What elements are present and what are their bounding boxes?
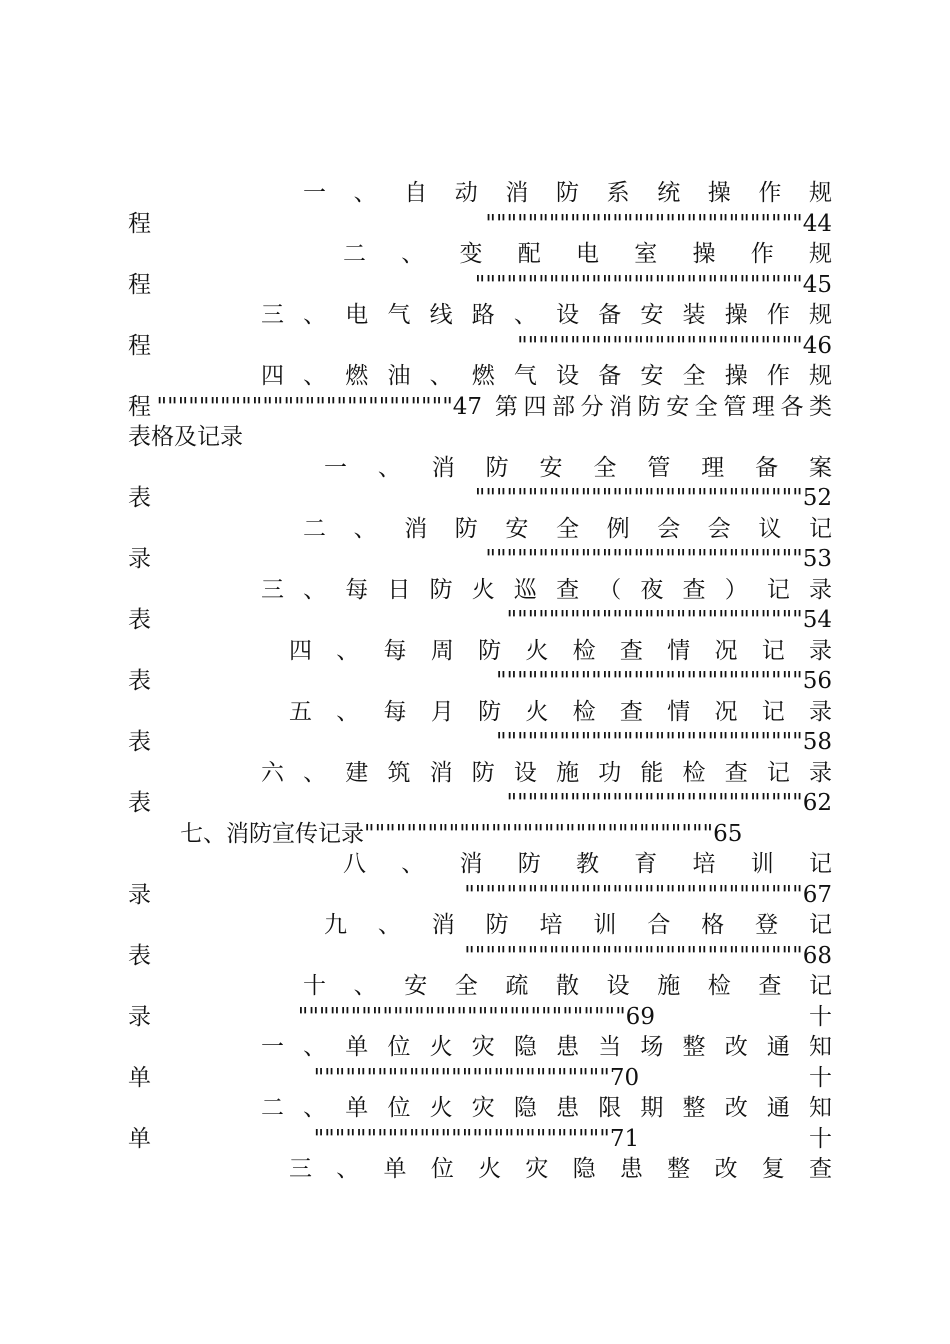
toc-line: 程"""""""""""""""""""""""""""""""45	[128, 271, 832, 298]
toc-line: 四 、 燃 油 、 燃 气 设 备 安 全 操 作 规	[261, 363, 832, 389]
toc-line: 六 、 建 筑 消 防 设 施 功 能 检 查 记 录	[261, 759, 832, 786]
toc-line: 九 、 消 防 培 训 合 格 登 记	[324, 912, 832, 938]
toc-line: 三 、 每 日 防 火 巡 查 （ 夜 查 ） 记 录	[261, 576, 832, 603]
toc-line: 七、消防宣传记录"""""""""""""""""""""""""""""""""65	[180, 820, 743, 847]
toc-line: 录""""""""""""""""""""""""""""""""67	[128, 881, 832, 908]
toc-line: 程"""""""""""""""""""""""""""46	[128, 332, 832, 359]
toc-line: 表""""""""""""""""""""""""""""54	[128, 607, 832, 633]
toc-line: 单""""""""""""""""""""""""""""70 十	[128, 1064, 832, 1091]
toc-line: 程""""""""""""""""""""""""""""47 第四部分消防安全管理各类	[128, 393, 832, 420]
toc-line: 一 、 消 防 安 全 管 理 备 案	[324, 454, 832, 481]
toc-line: 二 、 变 配 电 室 操 作 规	[343, 241, 832, 267]
toc-line: 八 、 消 防 教 育 培 训 记	[343, 851, 832, 877]
toc-line: 五 、 每 月 防 火 检 查 情 况 记 录	[289, 698, 832, 725]
toc-line: 二 、 消 防 安 全 例 会 会 议 记	[303, 515, 832, 542]
toc-line: 表""""""""""""""""""""""""""""""""68	[128, 942, 832, 969]
toc-line: 表"""""""""""""""""""""""""""""56	[128, 668, 832, 694]
toc-line: 表"""""""""""""""""""""""""""""58	[128, 729, 832, 755]
toc-line: 程""""""""""""""""""""""""""""""44	[128, 210, 832, 237]
toc-line: 三 、 电 气 线 路 、 设 备 安 装 操 作 规	[261, 302, 832, 328]
toc-line: 表""""""""""""""""""""""""""""62	[128, 790, 832, 816]
toc-line: 单""""""""""""""""""""""""""""71 十	[128, 1125, 832, 1152]
toc-line: 录"""""""""""""""""""""""""""""""69 十	[128, 1003, 832, 1030]
toc-line: 一 、 自 动 消 防 系 统 操 作 规	[303, 180, 832, 206]
toc-line: 表"""""""""""""""""""""""""""""""52	[128, 485, 832, 511]
toc-line: 三 、 单 位 火 灾 隐 患 整 改 复 查	[289, 1156, 832, 1182]
toc-line: 十 、 安 全 疏 散 设 施 检 查 记	[303, 973, 832, 999]
toc-line: 表格及记录	[128, 424, 243, 450]
toc-line: 四 、 每 周 防 火 检 查 情 况 记 录	[289, 637, 832, 664]
toc-line: 一 、 单 位 火 灾 隐 患 当 场 整 改 通 知	[261, 1034, 832, 1060]
toc-line: 二 、 单 位 火 灾 隐 患 限 期 整 改 通 知	[261, 1095, 832, 1121]
toc-line: 录""""""""""""""""""""""""""""""53	[128, 546, 832, 572]
